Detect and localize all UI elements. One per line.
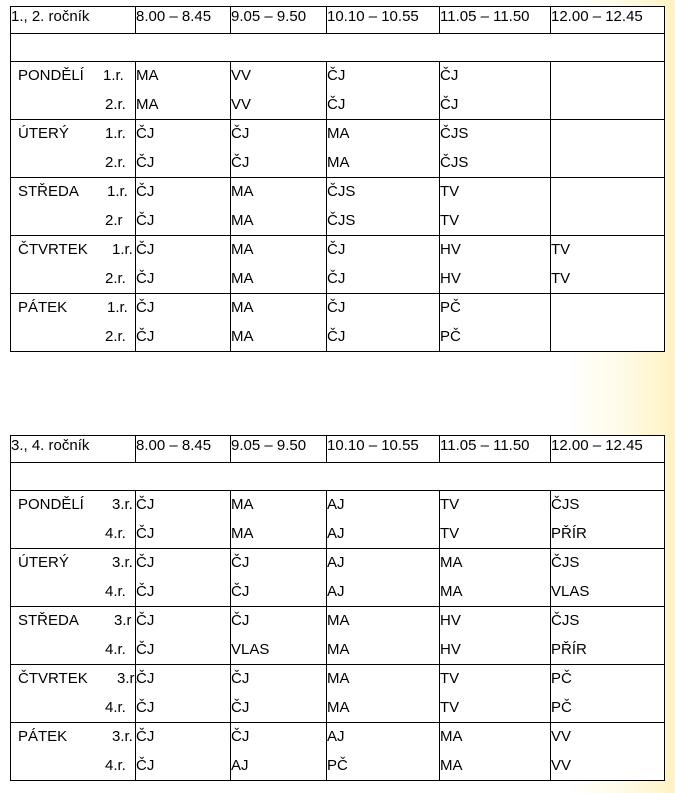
lesson-cell bbox=[136, 491, 231, 549]
subject-label: AJ bbox=[327, 554, 345, 571]
grade-label: 2.r. bbox=[105, 269, 126, 287]
lesson-cell bbox=[551, 723, 665, 781]
day-name: STŘEDA bbox=[18, 183, 79, 200]
subject-label: ČJS bbox=[551, 496, 580, 513]
subject-label: ČJ bbox=[136, 670, 155, 687]
day-cell bbox=[11, 665, 136, 723]
subject-label: ČJ bbox=[136, 269, 155, 287]
day-grade-line bbox=[11, 607, 135, 636]
subject-label: ČJ bbox=[231, 612, 250, 629]
subject-label: TV bbox=[440, 698, 460, 716]
grade-label: 1.r. bbox=[112, 241, 133, 258]
lesson-cell bbox=[136, 62, 231, 120]
subject-label bbox=[551, 178, 664, 207]
subject-label: MA bbox=[327, 125, 350, 142]
time-slot-header bbox=[551, 436, 665, 463]
subject-label bbox=[551, 62, 664, 91]
time-slot-label: 8.00 – 8.45 bbox=[136, 8, 212, 25]
day-grade-line bbox=[11, 665, 138, 694]
time-slot-header bbox=[551, 7, 665, 34]
lesson-cell bbox=[136, 723, 231, 781]
subject-label: ČJ bbox=[136, 153, 155, 171]
subject-label: ČJ bbox=[136, 211, 155, 229]
day-row bbox=[11, 491, 665, 549]
lesson-cell bbox=[231, 491, 327, 549]
lesson-cell bbox=[327, 723, 440, 781]
time-slot-header bbox=[440, 7, 551, 34]
lesson-cell bbox=[551, 607, 665, 665]
lesson-cell bbox=[231, 607, 327, 665]
subject-label: MA bbox=[327, 670, 350, 687]
lesson-cell bbox=[440, 665, 551, 723]
day-name: ČTVRTEK bbox=[18, 241, 88, 258]
subject-label bbox=[551, 323, 664, 352]
grades-label: 1., 2. ročník bbox=[11, 8, 90, 25]
day-cell bbox=[11, 294, 136, 352]
subject-label: ČJ bbox=[136, 241, 155, 258]
day-grade-line bbox=[11, 178, 135, 207]
lesson-cell bbox=[136, 178, 231, 236]
lesson-cell bbox=[551, 549, 665, 607]
subject-label: ČJS bbox=[440, 153, 469, 171]
subject-label: MA bbox=[231, 327, 254, 345]
subject-label: HV bbox=[440, 612, 461, 629]
subject-label: MA bbox=[231, 211, 254, 229]
lesson-cell bbox=[136, 549, 231, 607]
time-slot-label: 12.00 – 12.45 bbox=[551, 437, 643, 454]
lesson-cell bbox=[327, 491, 440, 549]
subject-label: ČJ bbox=[231, 698, 250, 716]
time-slot-header bbox=[231, 436, 327, 463]
lesson-cell bbox=[231, 120, 327, 178]
subject-label: ČJ bbox=[136, 698, 155, 716]
grade-label: 4.r. bbox=[105, 640, 126, 658]
subject-label: HV bbox=[440, 269, 461, 287]
subject-label: ČJS bbox=[440, 125, 469, 142]
time-slot-header bbox=[327, 436, 440, 463]
subject-label: MA bbox=[327, 153, 350, 171]
subject-label: MA bbox=[440, 582, 463, 600]
subject-label: VV bbox=[231, 67, 252, 84]
lesson-cell bbox=[440, 294, 551, 352]
lesson-cell bbox=[440, 62, 551, 120]
subject-label: ČJ bbox=[231, 153, 250, 171]
time-slot-label: 10.10 – 10.55 bbox=[327, 437, 419, 454]
grade-label: 1.r. bbox=[107, 183, 128, 200]
lesson-cell bbox=[136, 607, 231, 665]
lesson-cell bbox=[551, 178, 665, 236]
subject-label: AJ bbox=[231, 756, 249, 774]
subject-label: MA bbox=[231, 524, 254, 542]
day-grade-line bbox=[11, 723, 135, 752]
subject-label: ČJ bbox=[231, 554, 250, 571]
subject-label bbox=[551, 120, 664, 149]
lesson-cell bbox=[327, 62, 440, 120]
lesson-cell bbox=[231, 236, 327, 294]
subject-label: ČJ bbox=[136, 640, 155, 658]
lesson-cell bbox=[231, 294, 327, 352]
day-cell bbox=[11, 236, 136, 294]
subject-label: ČJ bbox=[231, 582, 250, 600]
subject-label bbox=[551, 207, 664, 236]
day-cell bbox=[11, 607, 136, 665]
subject-label: ČJ bbox=[440, 95, 459, 113]
subject-label: ČJS bbox=[327, 211, 356, 229]
day-row bbox=[11, 294, 665, 352]
grades-label: 3., 4. ročník bbox=[11, 437, 90, 454]
grade-label: 1.r. bbox=[105, 125, 126, 142]
day-cell bbox=[11, 178, 136, 236]
subject-label: ČJ bbox=[136, 496, 155, 513]
time-slot-header bbox=[440, 436, 551, 463]
lesson-cell bbox=[551, 62, 665, 120]
day-name: ČTVRTEK bbox=[18, 670, 88, 687]
lesson-cell bbox=[327, 665, 440, 723]
lesson-cell bbox=[327, 236, 440, 294]
day-row bbox=[11, 120, 665, 178]
subject-label: ČJ bbox=[231, 125, 250, 142]
grade-label: 1.r. bbox=[103, 67, 124, 84]
day-cell bbox=[11, 62, 136, 120]
subject-label: MA bbox=[327, 698, 350, 716]
lesson-cell bbox=[327, 294, 440, 352]
spacer-row bbox=[11, 463, 665, 491]
grade-label: 3.r. bbox=[112, 554, 133, 571]
day-grade-line bbox=[11, 236, 135, 265]
subject-label: ČJ bbox=[327, 327, 346, 345]
subject-label: MA bbox=[231, 183, 254, 200]
day-grade-line bbox=[11, 578, 135, 607]
spacer-cell bbox=[11, 463, 665, 491]
lesson-cell bbox=[231, 549, 327, 607]
subject-label: TV bbox=[440, 670, 460, 687]
subject-label: MA bbox=[231, 269, 254, 287]
lesson-cell bbox=[327, 120, 440, 178]
subject-label: PČ bbox=[327, 756, 348, 774]
spacer-row bbox=[11, 34, 665, 62]
subject-label: AJ bbox=[327, 524, 345, 542]
grade-label: 2.r. bbox=[105, 153, 126, 171]
day-grade-line bbox=[11, 120, 135, 149]
time-slot-label: 11.05 – 11.50 bbox=[440, 8, 530, 25]
day-name: ÚTERÝ bbox=[18, 554, 69, 571]
day-grade-line bbox=[11, 91, 135, 120]
lesson-cell bbox=[136, 120, 231, 178]
subject-label: ČJ bbox=[136, 756, 155, 774]
lesson-cell bbox=[231, 723, 327, 781]
subject-label: MA bbox=[231, 299, 254, 316]
lesson-cell bbox=[440, 549, 551, 607]
subject-label: AJ bbox=[327, 728, 345, 745]
lesson-cell bbox=[231, 62, 327, 120]
day-row bbox=[11, 607, 665, 665]
timetable-grades-3-4 bbox=[10, 435, 665, 781]
lesson-cell bbox=[440, 607, 551, 665]
lesson-cell bbox=[551, 665, 665, 723]
subject-label: MA bbox=[231, 496, 254, 513]
subject-label: PČ bbox=[551, 698, 572, 716]
day-cell bbox=[11, 549, 136, 607]
lesson-cell bbox=[440, 120, 551, 178]
subject-label: TV bbox=[551, 241, 571, 258]
day-row bbox=[11, 236, 665, 294]
time-slot-label: 8.00 – 8.45 bbox=[136, 437, 212, 454]
day-cell bbox=[11, 120, 136, 178]
day-grade-line bbox=[11, 549, 135, 578]
subject-label: ČJ bbox=[231, 670, 250, 687]
subject-label: TV bbox=[440, 496, 460, 513]
grade-label: 2.r. bbox=[105, 95, 126, 113]
subject-label: ČJS bbox=[327, 183, 356, 200]
grade-label: 2.r bbox=[105, 211, 123, 229]
lesson-cell bbox=[440, 236, 551, 294]
subject-label: HV bbox=[440, 640, 461, 658]
day-row bbox=[11, 178, 665, 236]
time-slot-label: 9.05 – 9.50 bbox=[231, 8, 307, 25]
lesson-cell bbox=[231, 178, 327, 236]
subject-label: ČJ bbox=[136, 728, 155, 745]
day-row bbox=[11, 723, 665, 781]
grades-header-cell bbox=[11, 436, 136, 463]
subject-label: ČJ bbox=[136, 582, 155, 600]
grade-label: 4.r. bbox=[105, 582, 126, 600]
subject-label: AJ bbox=[327, 582, 345, 600]
subject-label: VLAS bbox=[551, 582, 590, 600]
header-row bbox=[11, 7, 665, 34]
day-grade-line bbox=[11, 149, 135, 178]
lesson-cell bbox=[136, 665, 231, 723]
grade-label: 1.r. bbox=[107, 299, 128, 316]
subject-label: MA bbox=[327, 612, 350, 629]
day-grade-line bbox=[11, 694, 135, 723]
timetable-grades-1-2 bbox=[10, 6, 665, 352]
subject-label: VV bbox=[551, 756, 572, 774]
subject-label: VV bbox=[551, 728, 572, 745]
day-name: PÁTEK bbox=[18, 728, 68, 745]
subject-label: VLAS bbox=[231, 640, 270, 658]
subject-label: PČ bbox=[440, 327, 461, 345]
subject-label: PŘÍR bbox=[551, 640, 587, 658]
time-slot-label: 11.05 – 11.50 bbox=[440, 437, 530, 454]
subject-label: PČ bbox=[440, 299, 461, 316]
grades-header-cell bbox=[11, 7, 136, 34]
day-grade-line bbox=[11, 265, 135, 294]
lesson-cell bbox=[440, 491, 551, 549]
lesson-cell bbox=[551, 294, 665, 352]
subject-label: MA bbox=[327, 640, 350, 658]
day-name: PÁTEK bbox=[18, 299, 68, 316]
subject-label: TV bbox=[440, 183, 460, 200]
time-slot-label: 9.05 – 9.50 bbox=[231, 437, 307, 454]
day-row bbox=[11, 665, 665, 723]
day-name: STŘEDA bbox=[18, 612, 79, 629]
subject-label: AJ bbox=[327, 496, 345, 513]
day-grade-line bbox=[11, 520, 135, 549]
day-row bbox=[11, 62, 665, 120]
subject-label: HV bbox=[440, 241, 461, 258]
subject-label: ČJ bbox=[327, 67, 346, 84]
grade-label: 3.r. bbox=[112, 728, 133, 745]
day-row bbox=[11, 549, 665, 607]
day-grade-line bbox=[11, 207, 135, 236]
grade-label: 3.r. bbox=[117, 670, 138, 687]
lesson-cell bbox=[440, 723, 551, 781]
grade-label: 3.r bbox=[114, 612, 132, 629]
day-grade-line bbox=[11, 636, 135, 665]
subject-label: PČ bbox=[551, 670, 572, 687]
day-grade-line bbox=[11, 752, 135, 781]
header-row bbox=[11, 436, 665, 463]
subject-label: MA bbox=[231, 241, 254, 258]
day-name: PONDĚLÍ bbox=[18, 496, 84, 513]
subject-label: MA bbox=[440, 728, 463, 745]
day-cell bbox=[11, 723, 136, 781]
day-grade-line bbox=[11, 491, 135, 520]
subject-label bbox=[551, 294, 664, 323]
subject-label: TV bbox=[440, 211, 460, 229]
subject-label: MA bbox=[440, 756, 463, 774]
grade-label: 3.r. bbox=[112, 496, 133, 513]
subject-label bbox=[551, 91, 664, 120]
day-cell bbox=[11, 491, 136, 549]
lesson-cell bbox=[136, 236, 231, 294]
subject-label: ČJS bbox=[551, 612, 580, 629]
grade-label: 2.r. bbox=[105, 327, 126, 345]
subject-label: ČJ bbox=[136, 524, 155, 542]
subject-label: ČJ bbox=[136, 612, 155, 629]
day-grade-line bbox=[11, 62, 135, 91]
spacer-cell bbox=[11, 34, 665, 62]
time-slot-label: 12.00 – 12.45 bbox=[551, 8, 643, 25]
subject-label: ČJ bbox=[327, 95, 346, 113]
subject-label: ČJ bbox=[136, 125, 155, 142]
time-slot-header bbox=[136, 436, 231, 463]
subject-label: MA bbox=[136, 95, 159, 113]
subject-label: ČJ bbox=[327, 241, 346, 258]
subject-label: ČJS bbox=[551, 554, 580, 571]
subject-label: ČJ bbox=[440, 67, 459, 84]
time-slot-header bbox=[136, 7, 231, 34]
day-grade-line bbox=[11, 323, 135, 352]
time-slot-label: 10.10 – 10.55 bbox=[327, 8, 419, 25]
day-grade-line bbox=[11, 294, 135, 323]
grade-label: 4.r. bbox=[105, 756, 126, 774]
time-slot-header bbox=[231, 7, 327, 34]
subject-label: PŘÍR bbox=[551, 524, 587, 542]
subject-label: ČJ bbox=[136, 554, 155, 571]
subject-label: ČJ bbox=[136, 183, 155, 200]
grade-label: 4.r. bbox=[105, 524, 126, 542]
lesson-cell bbox=[551, 491, 665, 549]
subject-label: ČJ bbox=[327, 269, 346, 287]
lesson-cell bbox=[440, 178, 551, 236]
day-name: PONDĚLÍ bbox=[18, 67, 84, 84]
grade-label: 4.r. bbox=[105, 698, 126, 716]
subject-label: TV bbox=[551, 269, 571, 287]
lesson-cell bbox=[327, 607, 440, 665]
subject-label: VV bbox=[231, 95, 252, 113]
subject-label: TV bbox=[440, 524, 460, 542]
subject-label bbox=[551, 149, 664, 178]
day-name: ÚTERÝ bbox=[18, 125, 69, 142]
lesson-cell bbox=[136, 294, 231, 352]
subject-label: ČJ bbox=[231, 728, 250, 745]
time-slot-header bbox=[327, 7, 440, 34]
subject-label: MA bbox=[440, 554, 463, 571]
lesson-cell bbox=[231, 665, 327, 723]
lesson-cell bbox=[551, 236, 665, 294]
subject-label: ČJ bbox=[136, 299, 155, 316]
lesson-cell bbox=[327, 178, 440, 236]
subject-label: MA bbox=[136, 67, 159, 84]
subject-label: ČJ bbox=[327, 299, 346, 316]
subject-label: ČJ bbox=[136, 327, 155, 345]
lesson-cell bbox=[327, 549, 440, 607]
lesson-cell bbox=[551, 120, 665, 178]
